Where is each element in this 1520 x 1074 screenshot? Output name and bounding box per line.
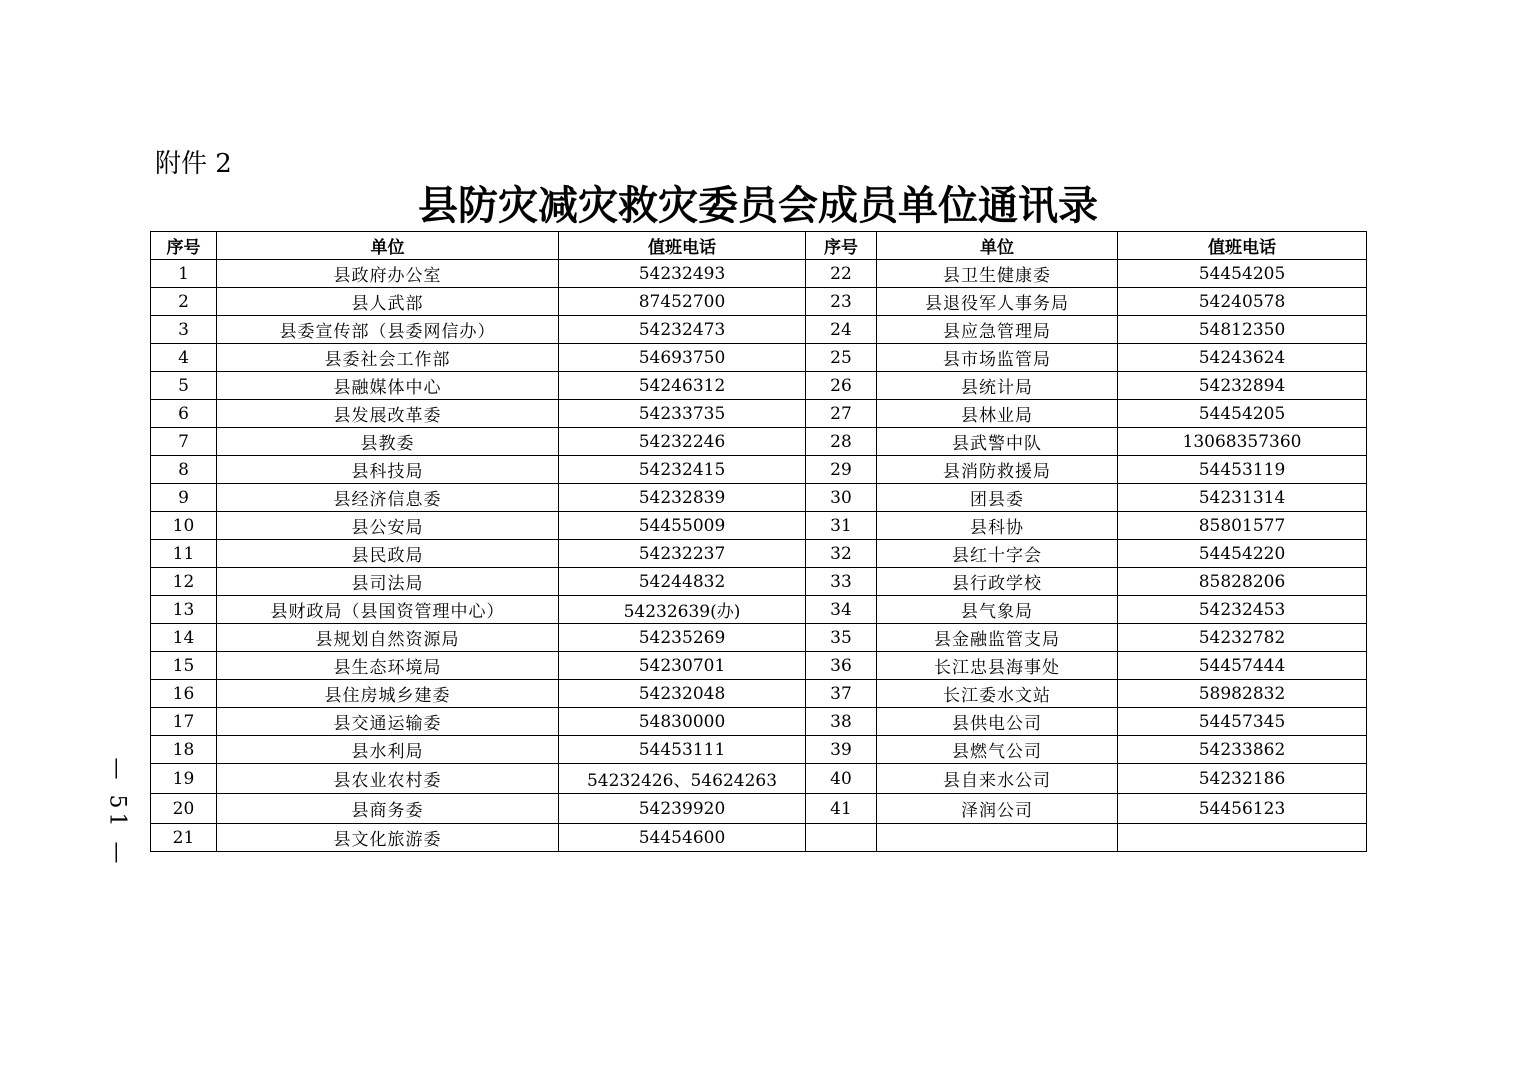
cell-unit-right [877,824,1118,852]
cell-no-left: 12 [151,568,217,596]
directory-table [150,231,1367,852]
cell-unit-right: 县应急管理局 [877,316,1118,344]
cell-phone-left: 54244832 [559,568,806,596]
cell-phone-right: 54454205 [1118,400,1367,428]
cell-unit-left: 县文化旅游委 [217,824,559,852]
cell-no-left: 9 [151,484,217,512]
cell-no-right: 22 [806,260,877,288]
header-phone-left: 值班电话 [559,232,806,260]
cell-unit-left: 县民政局 [217,540,559,568]
cell-unit-right: 县统计局 [877,372,1118,400]
header-no-left: 序号 [151,232,217,260]
cell-unit-right: 县武警中队 [877,428,1118,456]
cell-phone-right: 54243624 [1118,344,1367,372]
cell-no-right: 28 [806,428,877,456]
cell-phone-left: 54239920 [559,794,806,824]
cell-unit-left: 县政府办公室 [217,260,559,288]
cell-unit-left: 县委社会工作部 [217,344,559,372]
cell-unit-right: 长江委水文站 [877,680,1118,708]
cell-unit-left: 县公安局 [217,512,559,540]
header-unit-right: 单位 [877,232,1118,260]
table-row [151,596,1367,624]
cell-no-left: 21 [151,824,217,852]
table-row [151,372,1367,400]
cell-unit-right: 县气象局 [877,596,1118,624]
cell-unit-right: 县自来水公司 [877,764,1118,794]
cell-phone-left: 54232246 [559,428,806,456]
table-row [151,540,1367,568]
cell-phone-left: 54230701 [559,652,806,680]
cell-unit-left: 县农业农村委 [217,764,559,794]
cell-unit-left: 县财政局（县国资管理中心） [217,596,559,624]
cell-phone-right: 85801577 [1118,512,1367,540]
cell-no-right: 27 [806,400,877,428]
cell-no-right: 38 [806,708,877,736]
table-row [151,316,1367,344]
cell-phone-right: 85828206 [1118,568,1367,596]
cell-unit-left: 县人武部 [217,288,559,316]
cell-unit-left: 县委宣传部（县委网信办） [217,316,559,344]
cell-phone-right: 54232453 [1118,596,1367,624]
cell-no-left: 4 [151,344,217,372]
cell-phone-left: 54232639(办) [559,596,806,624]
table-row [151,680,1367,708]
cell-phone-left: 54693750 [559,344,806,372]
cell-unit-right: 泽润公司 [877,794,1118,824]
cell-unit-left: 县科技局 [217,456,559,484]
cell-phone-left: 54233735 [559,400,806,428]
cell-phone-right: 54232894 [1118,372,1367,400]
cell-phone-left: 54232048 [559,680,806,708]
attachment-label: 附件 2 [155,149,232,179]
table-row [151,824,1367,852]
cell-phone-left: 54232237 [559,540,806,568]
cell-unit-right: 县科协 [877,512,1118,540]
cell-no-left: 13 [151,596,217,624]
cell-no-right: 32 [806,540,877,568]
cell-phone-left: 87452700 [559,288,806,316]
cell-phone-right: 54232186 [1118,764,1367,794]
table-row [151,568,1367,596]
cell-no-right: 30 [806,484,877,512]
cell-no-right: 29 [806,456,877,484]
cell-phone-right: 54233862 [1118,736,1367,764]
cell-phone-right: 54453119 [1118,456,1367,484]
cell-no-left: 16 [151,680,217,708]
cell-unit-right: 县红十字会 [877,540,1118,568]
page-number-text: — 51 — [104,757,130,867]
table-row [151,708,1367,736]
table-header-row [151,232,1367,260]
cell-unit-left: 县司法局 [217,568,559,596]
cell-unit-left: 县融媒体中心 [217,372,559,400]
cell-unit-left: 县商务委 [217,794,559,824]
cell-unit-right: 团县委 [877,484,1118,512]
table-row [151,624,1367,652]
cell-unit-right: 县市场监管局 [877,344,1118,372]
cell-phone-left: 54453111 [559,736,806,764]
cell-phone-left: 54455009 [559,512,806,540]
cell-no-right: 41 [806,794,877,824]
page-number [100,757,134,867]
cell-unit-left: 县规划自然资源局 [217,624,559,652]
cell-no-right: 25 [806,344,877,372]
cell-no-left: 20 [151,794,217,824]
cell-phone-left: 54232473 [559,316,806,344]
cell-no-left: 6 [151,400,217,428]
cell-no-right: 23 [806,288,877,316]
header-no-right: 序号 [806,232,877,260]
cell-no-left: 15 [151,652,217,680]
cell-phone-left: 54454600 [559,824,806,852]
cell-no-left: 17 [151,708,217,736]
cell-phone-left: 54235269 [559,624,806,652]
cell-phone-left: 54232493 [559,260,806,288]
cell-phone-right: 54454220 [1118,540,1367,568]
cell-phone-left: 54232415 [559,456,806,484]
cell-no-left: 8 [151,456,217,484]
table-row [151,764,1367,794]
cell-no-right: 26 [806,372,877,400]
cell-phone-left: 54246312 [559,372,806,400]
cell-no-right [806,824,877,852]
cell-no-left: 14 [151,624,217,652]
cell-no-left: 19 [151,764,217,794]
cell-unit-right: 县林业局 [877,400,1118,428]
table-row [151,260,1367,288]
cell-no-right: 34 [806,596,877,624]
cell-no-right: 36 [806,652,877,680]
cell-no-right: 31 [806,512,877,540]
cell-unit-right: 县退役军人事务局 [877,288,1118,316]
cell-unit-right: 长江忠县海事处 [877,652,1118,680]
cell-phone-left: 54232839 [559,484,806,512]
cell-no-left: 7 [151,428,217,456]
cell-unit-right: 县供电公司 [877,708,1118,736]
cell-unit-right: 县卫生健康委 [877,260,1118,288]
table-row [151,736,1367,764]
cell-no-left: 10 [151,512,217,540]
cell-unit-left: 县住房城乡建委 [217,680,559,708]
cell-phone-right: 54457345 [1118,708,1367,736]
cell-phone-left: 54830000 [559,708,806,736]
cell-no-left: 1 [151,260,217,288]
cell-unit-right: 县消防救援局 [877,456,1118,484]
header-phone-right: 值班电话 [1118,232,1367,260]
header-unit-left: 单位 [217,232,559,260]
table-row [151,400,1367,428]
cell-phone-right: 54454205 [1118,260,1367,288]
cell-unit-left: 县水利局 [217,736,559,764]
table-row [151,428,1367,456]
cell-phone-right [1118,824,1367,852]
cell-no-right: 35 [806,624,877,652]
cell-no-left: 18 [151,736,217,764]
cell-phone-right: 54232782 [1118,624,1367,652]
cell-phone-right: 13068357360 [1118,428,1367,456]
cell-phone-right: 54812350 [1118,316,1367,344]
cell-unit-right: 县行政学校 [877,568,1118,596]
table-body [151,260,1367,852]
table-row [151,512,1367,540]
cell-unit-left: 县发展改革委 [217,400,559,428]
cell-unit-right: 县金融监管支局 [877,624,1118,652]
table-row [151,344,1367,372]
table-row [151,456,1367,484]
cell-phone-right: 54457444 [1118,652,1367,680]
cell-no-right: 33 [806,568,877,596]
cell-no-right: 37 [806,680,877,708]
cell-unit-right: 县燃气公司 [877,736,1118,764]
table-row [151,288,1367,316]
cell-no-left: 2 [151,288,217,316]
cell-no-left: 11 [151,540,217,568]
cell-no-left: 3 [151,316,217,344]
document-title: 县防灾减灾救灾委员会成员单位通讯录 [418,182,1098,229]
cell-no-right: 39 [806,736,877,764]
cell-no-right: 40 [806,764,877,794]
cell-no-left: 5 [151,372,217,400]
table-row [151,652,1367,680]
cell-no-right: 24 [806,316,877,344]
cell-unit-left: 县教委 [217,428,559,456]
cell-unit-left: 县生态环境局 [217,652,559,680]
cell-phone-right: 54456123 [1118,794,1367,824]
table-row [151,794,1367,824]
cell-phone-left: 54232426、54624263 [559,764,806,794]
cell-phone-right: 54240578 [1118,288,1367,316]
table-row [151,484,1367,512]
cell-phone-right: 58982832 [1118,680,1367,708]
cell-unit-left: 县交通运输委 [217,708,559,736]
cell-unit-left: 县经济信息委 [217,484,559,512]
cell-phone-right: 54231314 [1118,484,1367,512]
